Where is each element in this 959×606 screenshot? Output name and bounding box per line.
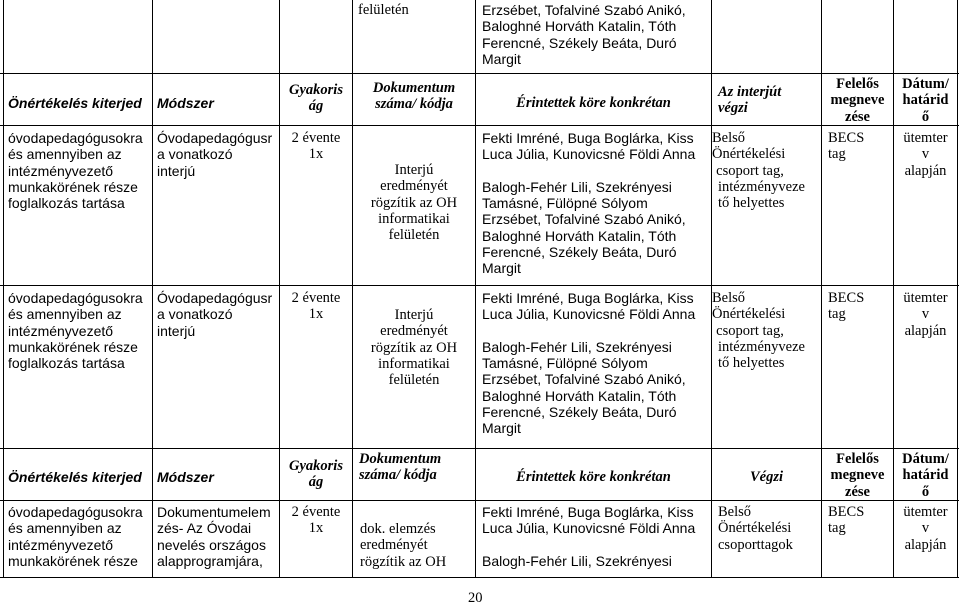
row2-done-by: Belső Önértékelési csoport tag, intézményveze tő helyettes xyxy=(712,290,805,372)
row-divider xyxy=(0,73,959,74)
page-number: 20 xyxy=(468,590,483,606)
row3-participants: Fekti Imréné, Buga Boglárka, Kiss Luca Júlia, Kunovicsné Földi Anna Balogh-Fehér Lili, Szekrényesi xyxy=(482,504,696,569)
header-responsible: Felelős megneve zése xyxy=(830,76,885,125)
row-divider xyxy=(0,500,959,501)
table-border-bottom xyxy=(0,577,959,578)
row-divider xyxy=(0,125,959,126)
row1-area: óvodapedagógusokra és amennyiben az intézményvezető munkakörének része foglalkozás tartása xyxy=(8,130,143,212)
row3-area: óvodapedagógusokra és amennyiben az intézményvezető munkakörének része xyxy=(8,504,143,569)
row1-document: Interjú eredményét rögzítik az OH informatikai felületén xyxy=(370,162,458,244)
row1-participants: Fekti Imréné, Buga Boglárka, Kiss Luca Júlia, Kunovicsné Földi Anna Balogh-Fehér Lili, Szekrényesi Tamásné, Fülöpné Sólyom Erzsébet, Tofalviné Szabó Anikó, Baloghné Horváth Katalin, Tóth Ferencné, Székely Beáta, Duró Margit xyxy=(482,130,696,277)
header-frequency: Gyakoris ág xyxy=(289,82,343,115)
header2-done-by: Végzi xyxy=(749,469,784,485)
top-document-cell: felületén xyxy=(358,2,409,18)
row1-done-by: Belső Önértékelési csoport tag, intézményveze tő helyettes xyxy=(712,130,805,212)
row-divider xyxy=(0,285,959,286)
row2-frequency: 2 évente 1x xyxy=(291,290,341,323)
top-participants-cell: Erzsébet, Tofalviné Szabó Anikó, Baloghné Horváth Katalin, Tóth Ferencné, Székely Beáta, Duró Margit xyxy=(482,2,686,67)
header2-participants: Érintettek köre konkrétan xyxy=(516,469,671,485)
header-deadline: Dátum/ határid ő xyxy=(902,76,949,125)
table-divider-participants-doneby xyxy=(711,0,712,578)
header2-area: Önértékelés kiterjed xyxy=(8,469,142,485)
row3-done-by: Belső Önértékelési csoporttagok xyxy=(718,504,793,553)
table-divider-area-method xyxy=(152,0,153,578)
header-method: Módszer xyxy=(157,95,214,111)
row1-frequency: 2 évente 1x xyxy=(291,130,341,163)
row2-participants: Fekti Imréné, Buga Boglárka, Kiss Luca Júlia, Kunovicsné Földi Anna Balogh-Fehér Lili, Szekrényesi Tamásné, Fülöpné Sólyom Erzsébet, Tofalviné Szabó Anikó, Baloghné Horváth Katalin, Tóth Ferencné, Székely Beáta, Duró Margit xyxy=(482,290,696,437)
header-area: Önértékelés kiterjed xyxy=(8,95,142,111)
row1-deadline: ütemter v alapján xyxy=(903,130,948,179)
row-divider xyxy=(0,448,959,449)
row1-method: Óvodapedagógusr a vonatkozó interjú xyxy=(157,130,273,179)
row2-method: Óvodapedagógusr a vonatkozó interjú xyxy=(157,290,273,339)
row3-method: Dokumentumelem zés- Az Óvodai nevelés országos alapprogramjára, xyxy=(157,504,271,569)
header2-method: Módszer xyxy=(157,469,214,485)
row2-responsible: BECS tag xyxy=(828,290,865,323)
header-document: Dokumentum száma/ kódja xyxy=(372,80,456,113)
row3-document: dok. elemzés eredményét rögzítik az OH xyxy=(360,521,447,570)
header2-document: Dokumentum száma/ kódja xyxy=(359,451,442,484)
table-border-left xyxy=(3,0,4,578)
header2-responsible: Felelős megneve zése xyxy=(830,451,885,500)
row1-responsible: BECS tag xyxy=(828,130,865,163)
row2-document: Interjú eredményét rögzítik az OH informatikai felületén xyxy=(370,307,458,389)
row3-frequency: 2 évente 1x xyxy=(291,504,341,537)
row2-deadline: ütemter v alapján xyxy=(903,290,948,339)
row2-area: óvodapedagógusokra és amennyiben az intézményvezető munkakörének része foglalkozás tartása xyxy=(8,290,143,372)
header-done-by: Az interjút végzi xyxy=(718,84,782,117)
table-border-right xyxy=(957,0,958,578)
header2-frequency: Gyakoris ág xyxy=(289,458,343,491)
header2-deadline: Dátum/ határid ő xyxy=(902,451,949,500)
table-divider-document-participants xyxy=(475,0,476,578)
row3-deadline: ütemter v alapján xyxy=(903,504,948,553)
header-participants: Érintettek köre konkrétan xyxy=(516,95,671,111)
row3-responsible: BECS tag xyxy=(828,504,865,537)
